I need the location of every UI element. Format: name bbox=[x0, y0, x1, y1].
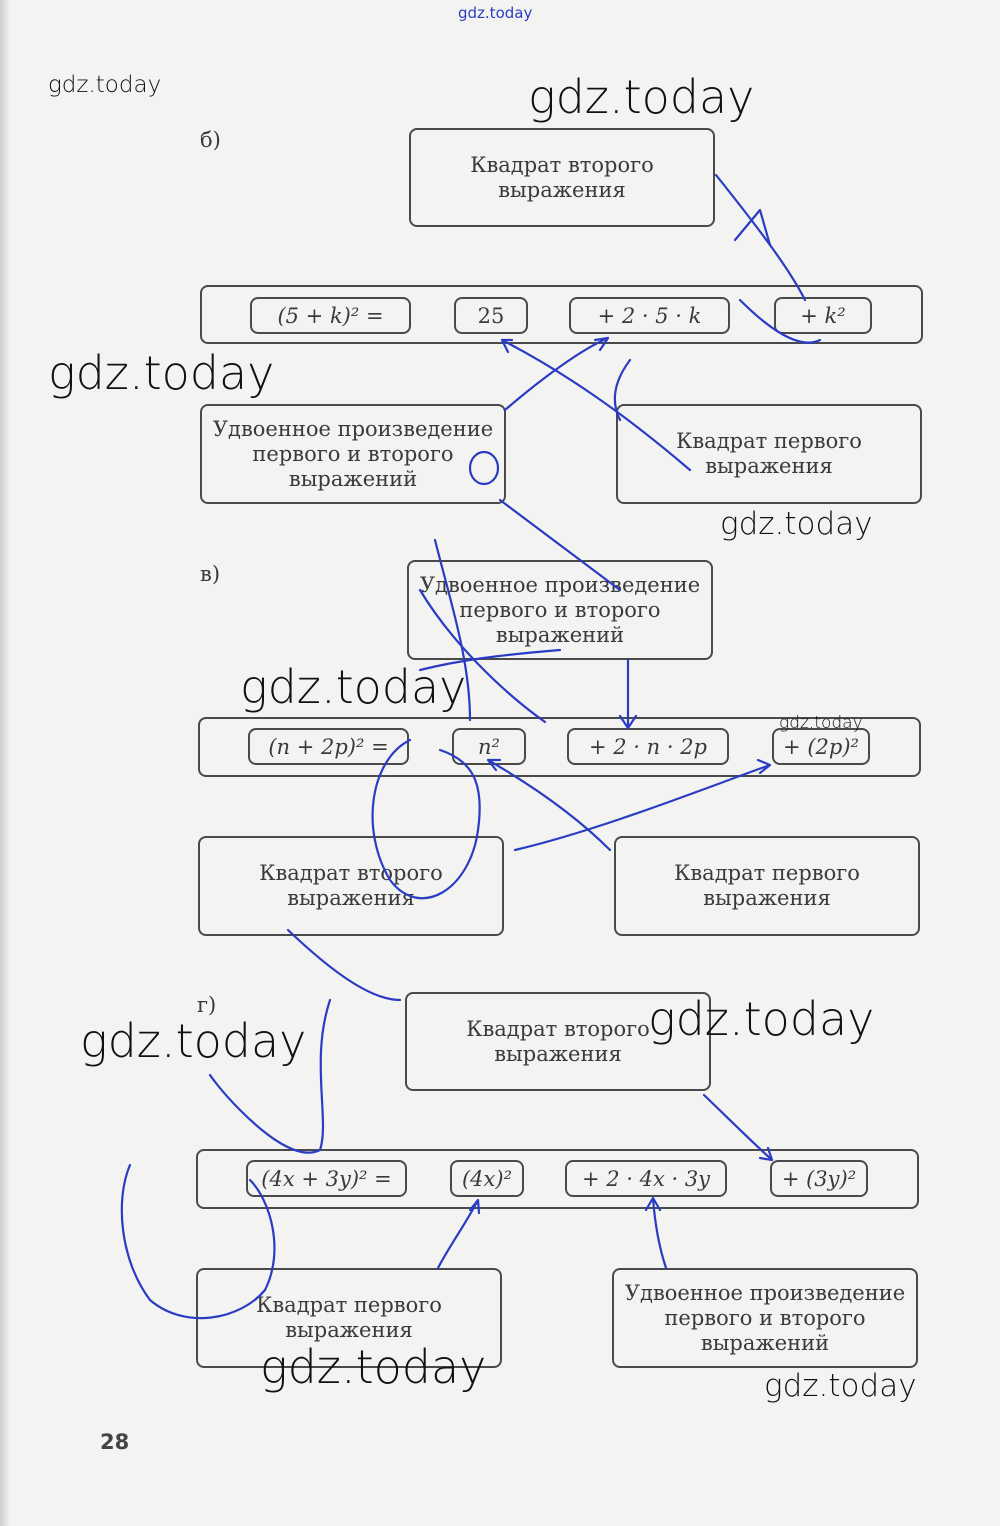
box-v-right: Квадрат первого выражения bbox=[614, 836, 920, 936]
cell-g-expression: (4x + 3y)² = bbox=[246, 1160, 407, 1197]
section-label-v: в) bbox=[200, 562, 221, 586]
watermark: gdz.today bbox=[48, 72, 162, 98]
watermark: gdz.today bbox=[80, 1014, 307, 1068]
cell-b-double-product: + 2 · 5 · k bbox=[569, 297, 730, 334]
box-v-left: Квадрат второго выражения bbox=[198, 836, 504, 936]
box-b-top: Квадрат второго выражения bbox=[409, 128, 715, 227]
cell-v-double-product: + 2 · n · 2p bbox=[567, 728, 729, 765]
cell-v-first-square: n² bbox=[452, 728, 526, 765]
cell-g-second-square: + (3y)² bbox=[770, 1160, 868, 1197]
cell-v-expression: (n + 2p)² = bbox=[248, 728, 409, 765]
watermark: gdz.today bbox=[48, 346, 275, 400]
box-g-top: Квадрат второго выражения bbox=[405, 992, 711, 1091]
watermark: gdz.today bbox=[764, 1368, 917, 1404]
page-number: 28 bbox=[100, 1430, 130, 1454]
watermark: gdz.today bbox=[240, 660, 467, 714]
box-v-top: Удвоенное произведение первого и второго выражений bbox=[407, 560, 713, 660]
watermark: gdz.today bbox=[720, 506, 873, 542]
header-watermark: gdz.today bbox=[458, 4, 533, 22]
cell-g-double-product: + 2 · 4x · 3y bbox=[565, 1160, 727, 1197]
cell-v-second-square: + (2p)² bbox=[772, 728, 870, 765]
cell-b-expression: (5 + k)² = bbox=[250, 297, 411, 334]
cell-g-first-square: (4x)² bbox=[450, 1160, 524, 1197]
watermark: gdz.today bbox=[528, 70, 755, 124]
section-label-g: г) bbox=[197, 993, 217, 1017]
box-b-left: Удвоенное произведение первого и второго выражений bbox=[200, 404, 506, 504]
watermark: gdz.today bbox=[260, 1340, 487, 1394]
cell-b-second-square: + k² bbox=[774, 297, 872, 334]
watermark: gdz.today bbox=[779, 713, 863, 733]
section-label-b: б) bbox=[200, 128, 221, 152]
box-g-left: Квадрат первого выражения bbox=[196, 1268, 502, 1368]
cell-b-first-square: 25 bbox=[454, 297, 528, 334]
box-b-right: Квадрат первого выражения bbox=[616, 404, 922, 504]
box-g-right: Удвоенное произведение первого и второго выражений bbox=[612, 1268, 918, 1368]
watermark: gdz.today bbox=[648, 992, 875, 1046]
